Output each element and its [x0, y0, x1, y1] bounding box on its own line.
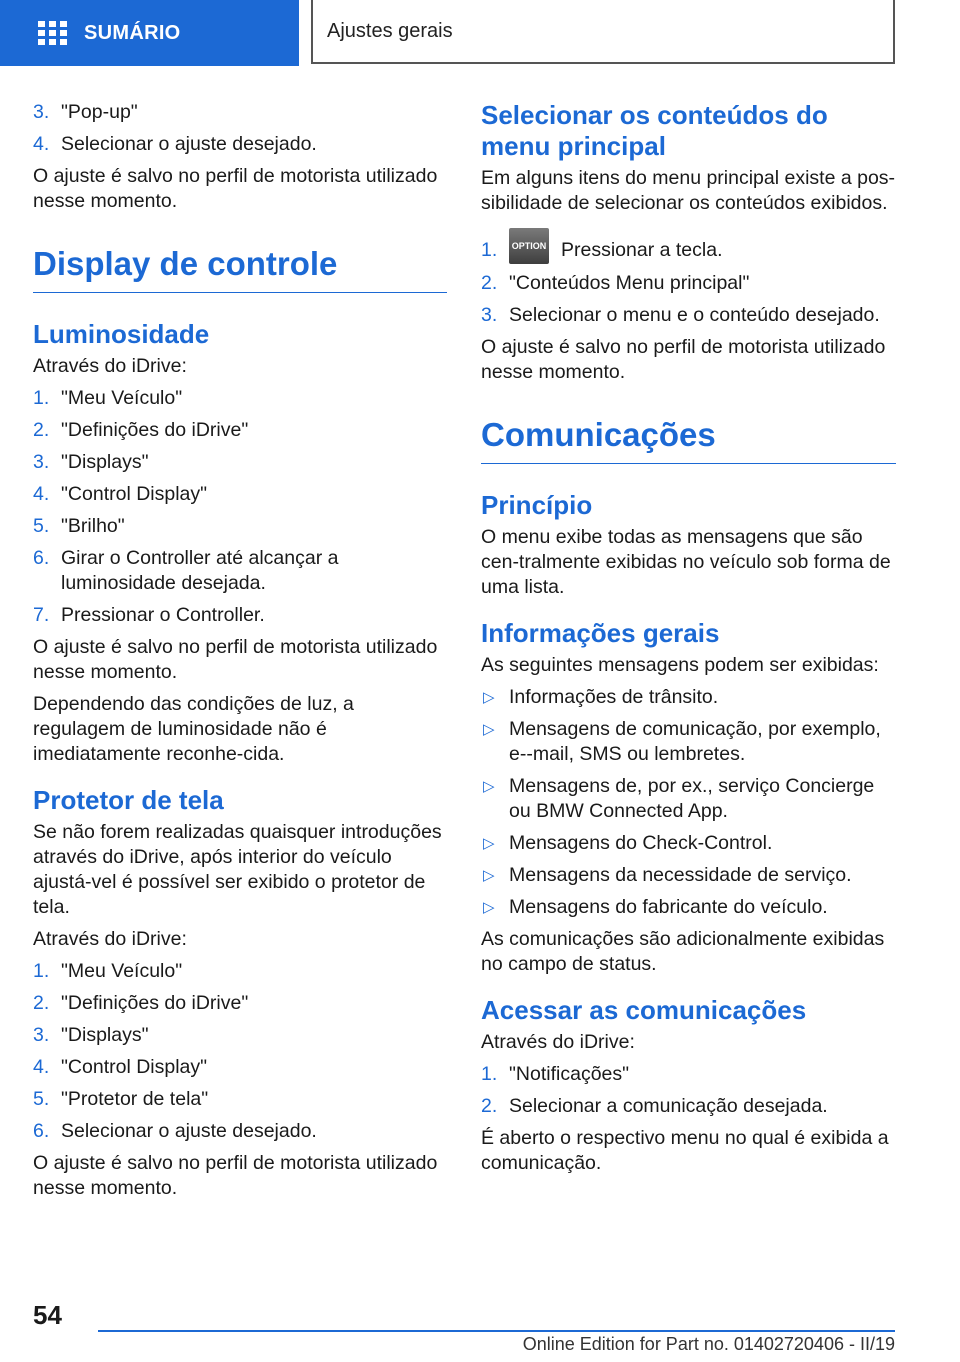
triangle-bullet-icon: ▷	[483, 689, 495, 706]
list-item: 2. "Definições do iDrive"	[33, 992, 249, 1014]
paragraph: É aberto o respectivo menu no qual é exibida a comunicação.	[481, 1127, 889, 1174]
list-item: ▷ Mensagens do Check-Control.	[483, 832, 773, 854]
paragraph: O ajuste é salvo no perfil de motorista utilizado nesse momento.	[33, 165, 438, 212]
list-item: 4. "Control Display"	[33, 483, 208, 505]
paragraph: O ajuste é salvo no perfil de motorista utilizado nesse momento.	[33, 1152, 438, 1199]
list-item: 1. "Meu Veículo"	[33, 387, 183, 409]
triangle-bullet-icon: ▷	[483, 835, 495, 852]
triangle-bullet-icon: ▷	[483, 867, 495, 884]
screensaver-steps	[33, 959, 447, 1144]
intro-steps	[33, 100, 447, 157]
list-item: ▷ Mensagens do fabricante do veículo.	[483, 896, 828, 918]
section-heading: Protetor de tela	[33, 785, 224, 815]
section-heading: Princípio	[481, 490, 593, 520]
footer-divider	[98, 1330, 895, 1332]
page-number: 54	[33, 1300, 62, 1330]
paragraph: Se não forem realizadas quaisquer introduções através do iDrive, após interior do veículo ajustá-vel é possível ser exibido o protetor de tela.	[33, 821, 442, 918]
list-item: 3. "Pop-up"	[33, 101, 138, 123]
paragraph: As comunicações são adicionalmente exibidas no campo de status.	[481, 928, 885, 975]
list-item: 3. Selecionar o menu e o conteúdo desejado.	[481, 304, 880, 326]
paragraph: Através do iDrive:	[33, 355, 187, 377]
section-heading: Selecionar os conteúdos do menu principal	[481, 100, 828, 161]
toc-label: SUMÁRIO	[84, 21, 181, 44]
paragraph: O menu exibe todas as mensagens que são cen-tralmente exibidas no veículo sob forma de uma lista.	[481, 526, 891, 598]
paragraph: Em alguns itens do menu principal existe a pos-sibilidade de selecionar os conteúdos exibidos.	[481, 167, 896, 214]
list-item: 1. "Notificações"	[481, 1063, 630, 1085]
paragraph: Através do iDrive:	[33, 928, 187, 950]
toc-button[interactable]	[0, 0, 299, 66]
grid-menu-icon	[38, 21, 66, 45]
chapter-heading: Comunicações	[481, 415, 896, 464]
section-heading: Luminosidade	[33, 319, 210, 349]
list-item: 4. Selecionar o ajuste desejado.	[33, 133, 317, 155]
brightness-steps	[33, 386, 447, 628]
list-item: 2. "Definições do iDrive"	[33, 419, 249, 441]
triangle-bullet-icon: ▷	[483, 721, 495, 738]
list-item: 5. "Protetor de tela"	[33, 1088, 209, 1110]
list-item: 1. "Meu Veículo"	[33, 960, 183, 982]
section-title: Ajustes gerais	[311, 0, 895, 64]
list-item: 6. Selecionar o ajuste desejado.	[33, 1120, 317, 1142]
section-heading: Acessar as comunicações	[481, 995, 807, 1025]
list-item: 3. "Displays"	[33, 451, 149, 473]
left-column	[33, 100, 447, 1208]
right-column	[481, 100, 896, 1183]
list-item: 1. OPTION Pressionar a tecla.	[481, 238, 896, 264]
list-item: 5. "Brilho"	[33, 515, 125, 537]
paragraph: Através do iDrive:	[481, 1031, 635, 1053]
option-key-icon: OPTION	[509, 228, 549, 264]
access-steps	[481, 1062, 896, 1119]
list-item: ▷ Mensagens da necessidade de serviço.	[483, 864, 852, 886]
list-item: 7. Pressionar o Controller.	[33, 604, 265, 626]
main-menu-steps	[481, 238, 896, 328]
list-item: 6. Girar o Controller até alcançar a luminosidade desejada.	[33, 547, 339, 594]
triangle-bullet-icon: ▷	[483, 899, 495, 916]
footer-edition: Online Edition for Part no. 01402720406 - II/19	[522, 1334, 895, 1354]
paragraph: As seguintes mensagens podem ser exibidas:	[481, 654, 879, 676]
list-item: ▷ Mensagens de, por ex., serviço Concierge ou BMW Connected App.	[483, 775, 875, 822]
list-item: ▷ Informações de trânsito.	[483, 686, 719, 708]
list-item: 2. Selecionar a comunicação desejada.	[481, 1095, 828, 1117]
list-item: 3. "Displays"	[33, 1024, 149, 1046]
list-item: ▷ Mensagens de comunicação, por exemplo, e--mail, SMS ou lembretes.	[483, 718, 881, 765]
paragraph: Dependendo das condições de luz, a regulagem de luminosidade não é imediatamente reconhe-cida.	[33, 693, 354, 765]
list-item: 2. "Conteúdos Menu principal"	[481, 272, 750, 294]
triangle-bullet-icon: ▷	[483, 778, 495, 795]
section-heading: Informações gerais	[481, 618, 720, 648]
top-bar	[0, 0, 960, 66]
paragraph: O ajuste é salvo no perfil de motorista utilizado nesse momento.	[33, 636, 438, 683]
message-types-list	[481, 685, 896, 920]
list-item: 4. "Control Display"	[33, 1056, 208, 1078]
chapter-heading: Display de controle	[33, 244, 447, 293]
paragraph: O ajuste é salvo no perfil de motorista utilizado nesse momento.	[481, 336, 886, 383]
